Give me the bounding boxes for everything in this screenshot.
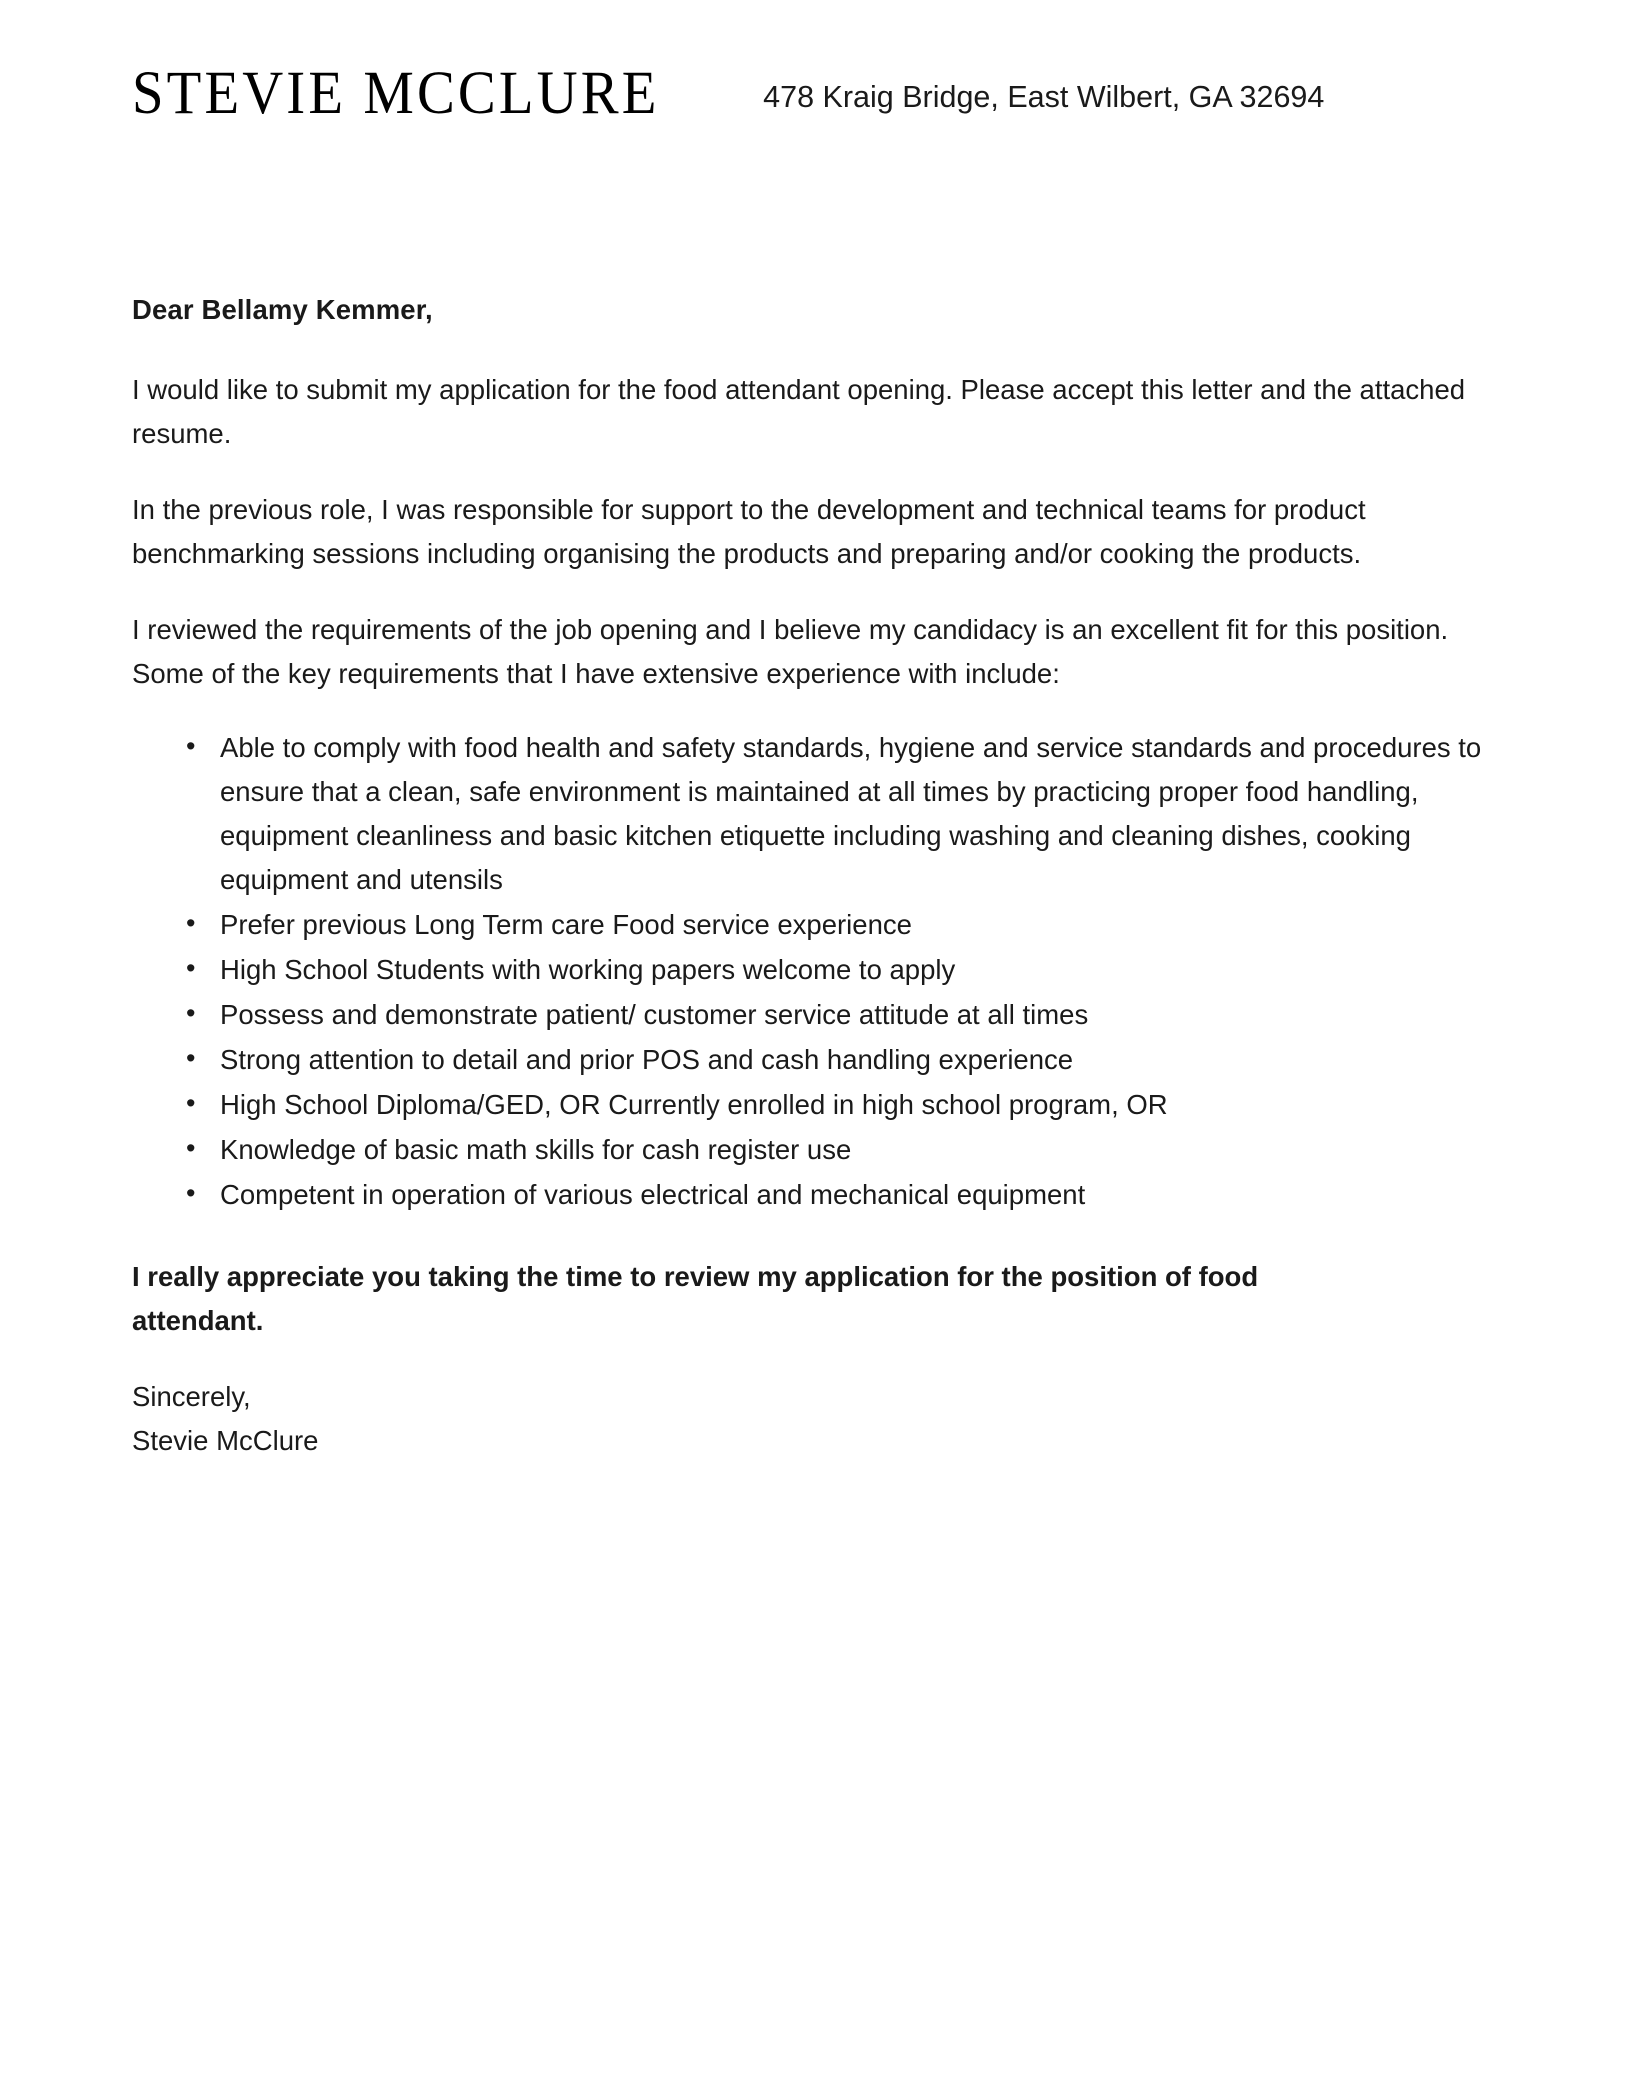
- requirements-list: [132, 726, 1482, 1217]
- signoff-name: Stevie McClure: [132, 1424, 319, 1456]
- salutation: Dear Bellamy Kemmer,: [132, 294, 433, 325]
- list-item: • Knowledge of basic math skills for cash register use: [180, 1128, 1482, 1172]
- list-item: • Strong attention to detail and prior POS and cash handling experience: [180, 1038, 1482, 1082]
- list-item: • High School Students with working papers welcome to apply: [180, 948, 1482, 992]
- list-item: • Possess and demonstrate patient/ customer service attitude at all times: [180, 993, 1482, 1037]
- letter-header: [132, 0, 1500, 154]
- sender-address: 478 Kraig Bridge, East Wilbert, GA 32694: [763, 80, 1325, 114]
- letter-body: [132, 288, 1482, 1463]
- list-item: • Competent in operation of various electrical and mechanical equipment: [180, 1173, 1482, 1217]
- body-paragraph-2: In the previous role, I was responsible for support to the development and technical teams for product benchmarking sessions including organising the products and preparing and/or cooking the products.: [132, 493, 1366, 569]
- body-paragraph-3: I reviewed the requirements of the job opening and I believe my candidacy is an excellent fit for this position. Some of the key requirements that I have extensive experience with include:: [132, 613, 1449, 689]
- signoff-word: Sincerely,: [132, 1380, 251, 1412]
- closing-statement: I really appreciate you taking the time to review my application for the position of food attendant.: [132, 1260, 1259, 1336]
- signature-block: [132, 1375, 1482, 1463]
- list-item: • Prefer previous Long Term care Food service experience: [180, 903, 1482, 947]
- letter-content: [132, 0, 1500, 1463]
- list-item: • High School Diploma/GED, OR Currently enrolled in high school program, OR: [180, 1083, 1482, 1127]
- sender-name: STEVIE MCCLURE: [132, 60, 660, 127]
- list-item: • Able to comply with food health and safety standards, hygiene and service standards and procedures to ensure that a clean, safe environment is maintained at all times by practicing proper food handling, equipment cleanliness and basic kitchen etiquette including washing and cleaning dishes, cooking equipment and utensils: [180, 726, 1482, 902]
- body-paragraph-1: I would like to submit my application for the food attendant opening. Please accept this letter and the attached resume.: [132, 373, 1466, 449]
